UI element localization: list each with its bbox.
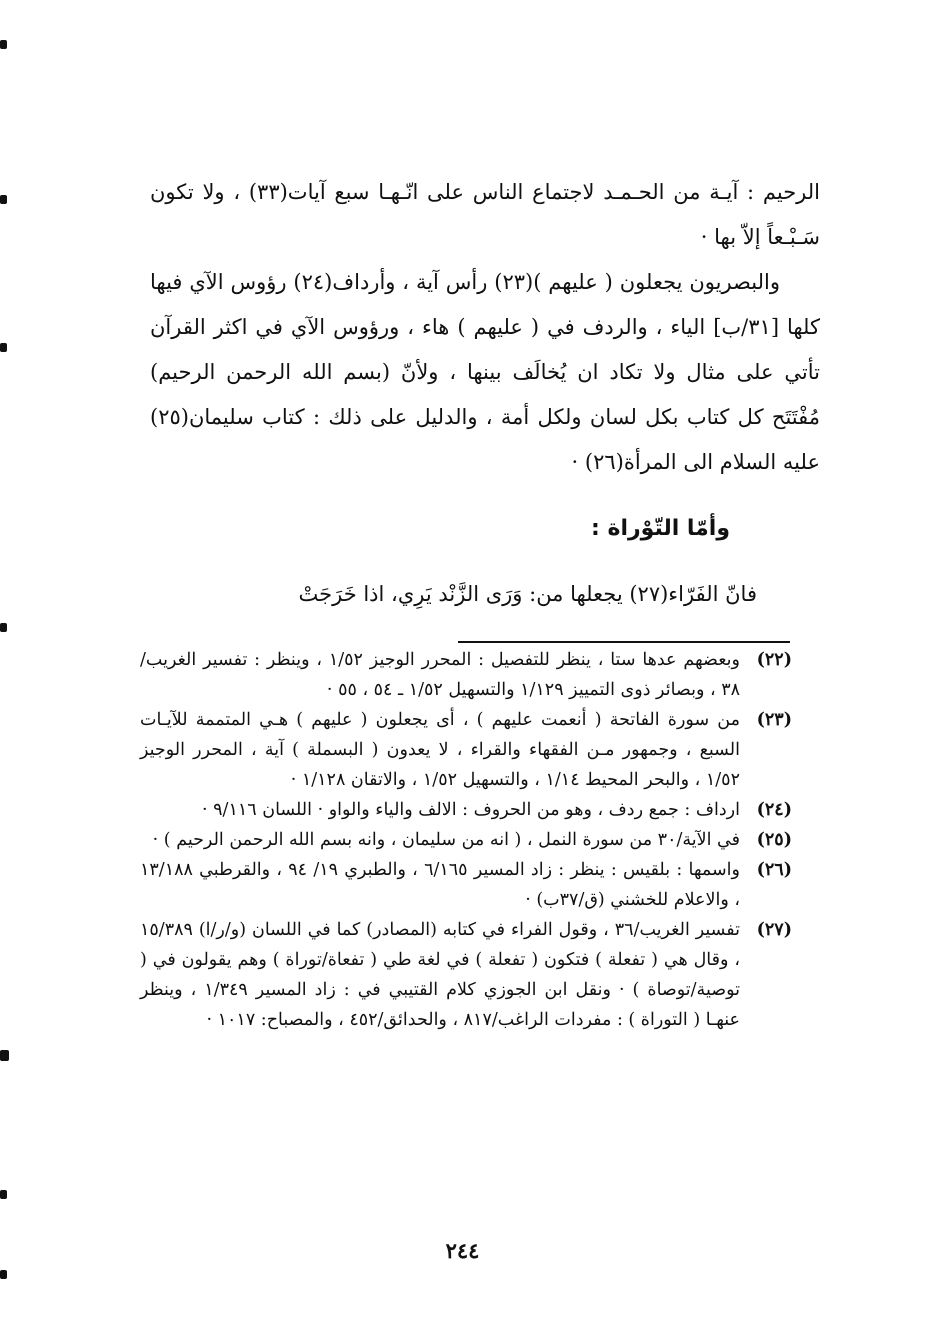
paragraph: الرحيم : آيـة من الحـمـد لاجتماع الناس على انّـهـا سبع آيات(٣٣) ، ولا تكون سَـبْـعاً إلاّ بها · (150, 180, 820, 249)
footnote-divider (458, 641, 790, 643)
footnote-number: (٢٢) (756, 650, 792, 670)
binding-hole-mark (0, 343, 7, 352)
footnote (140, 915, 792, 1035)
binding-hole-mark (0, 195, 7, 204)
binding-hole-mark (0, 623, 7, 632)
footnote (140, 645, 792, 705)
footnote-number: (٢٣) (756, 710, 792, 730)
footnote-number: (٢٦) (756, 860, 792, 880)
main-text (150, 170, 820, 485)
footnote-number: (٢٥) (756, 830, 792, 850)
paragraph: فانّ الفَرّاء(٢٧) يجعلها من: وَرَى الزَّنْد يَرِي، اذا خَرَجَتْ (298, 582, 757, 606)
binding-hole-mark (0, 40, 7, 49)
footnotes (140, 645, 792, 1035)
footnote (140, 795, 792, 825)
footnote (140, 825, 792, 855)
footnote (140, 855, 792, 915)
binding-hole-mark (0, 1190, 7, 1199)
footnote-text: من سورة الفاتحة ( أنعمت عليهم ) ، أى يجعلون ( عليهم ) هـي المتممة للآيـات السبع ، وجمهور مـن الفقهاء والقراء ، لا يعدون ( البسملة ) آية ، المحرر الوجيز ١/٥٢ ، والبحر المحيط ١/١٤ ، والتسهيل ١/٥٢ ، والاتقان ١/١٢٨ · (140, 710, 740, 790)
paragraph: والبصريون يجعلون ( عليهم )(٢٣) رأس آية ، وأرداف(٢٤) رؤوس الآي فيها كلها [٣١/ب] الياء ، والردف في ( عليهم ) هاء ، ورؤوس الآي في اكثر القرآن تأتي على مثال ولا تكاد ان يُخالَف بينها ، ولأنّ (بسم الله الرحمن الرحيم) مُفْتَتَح كل كتاب بكل لسان ولكل أمة ، والدليل على ذلك : كتاب سليمان(٢٥) عليه السلام الى المرأة(٢٦) · (150, 270, 820, 474)
page-number: ٢٤٤ (445, 1238, 480, 1263)
footnote-text: في الآية/٣٠ من سورة النمل ، ( انه من سليمان ، وانه بسم الله الرحمن الرحيم ) · (152, 830, 740, 850)
binding-hole-mark (0, 1270, 7, 1279)
footnote-text: ارداف : جمع ردف ، وهو من الحروف : الالف والياء والواو · اللسان ٩/١١٦ · (202, 800, 740, 820)
footnote-number: (٢٧) (756, 920, 792, 940)
binding-hole-mark (0, 1050, 9, 1061)
footnote-text: واسمها : بلقيس : ينظر : زاد المسير ٦/١٦٥ ، والطبري ١٩/ ٩٤ ، والقرطبي ١٣/١٨٨ ، والاعلام للخشني (ق/٣٧ب) · (140, 860, 740, 910)
footnote-number: (٢٤) (756, 800, 792, 820)
footnote-text: تفسير الغريب/٣٦ ، وقول الفراء في كتابه (المصادر) كما في اللسان (و/ر/ا) ١٥/٣٨٩ ، وقال هي ( تفعلة ) فتكون ( تفعلة ) في لغة طي ( تفعاة/توراة ) وهم يقولون في ( توصية/توصاة ) · ونقل ابن الجوزي كلام القتيبي في : زاد المسير ١/٣٤٩ ، وينظر عنهـا ( التوراة ) : مفردات الراغب/٨١٧ ، والحدائق/٤٥٢ ، والمصباح: ١٠١٧ · (140, 920, 741, 1030)
footnote-text: وبعضهم عدها ستا ، ينظر للتفصيل : المحرر الوجيز ١/٥٢ ، وينظر : تفسير الغريب/٣٨ ، وبصائر ذوى التمييز ١/١٢٩ والتسهيل ١/٥٢ ـ ٥٤ ، ٥٥ · (140, 650, 740, 700)
footnote (140, 705, 792, 795)
section-heading: وأمّا التّوْراة : (591, 516, 730, 541)
